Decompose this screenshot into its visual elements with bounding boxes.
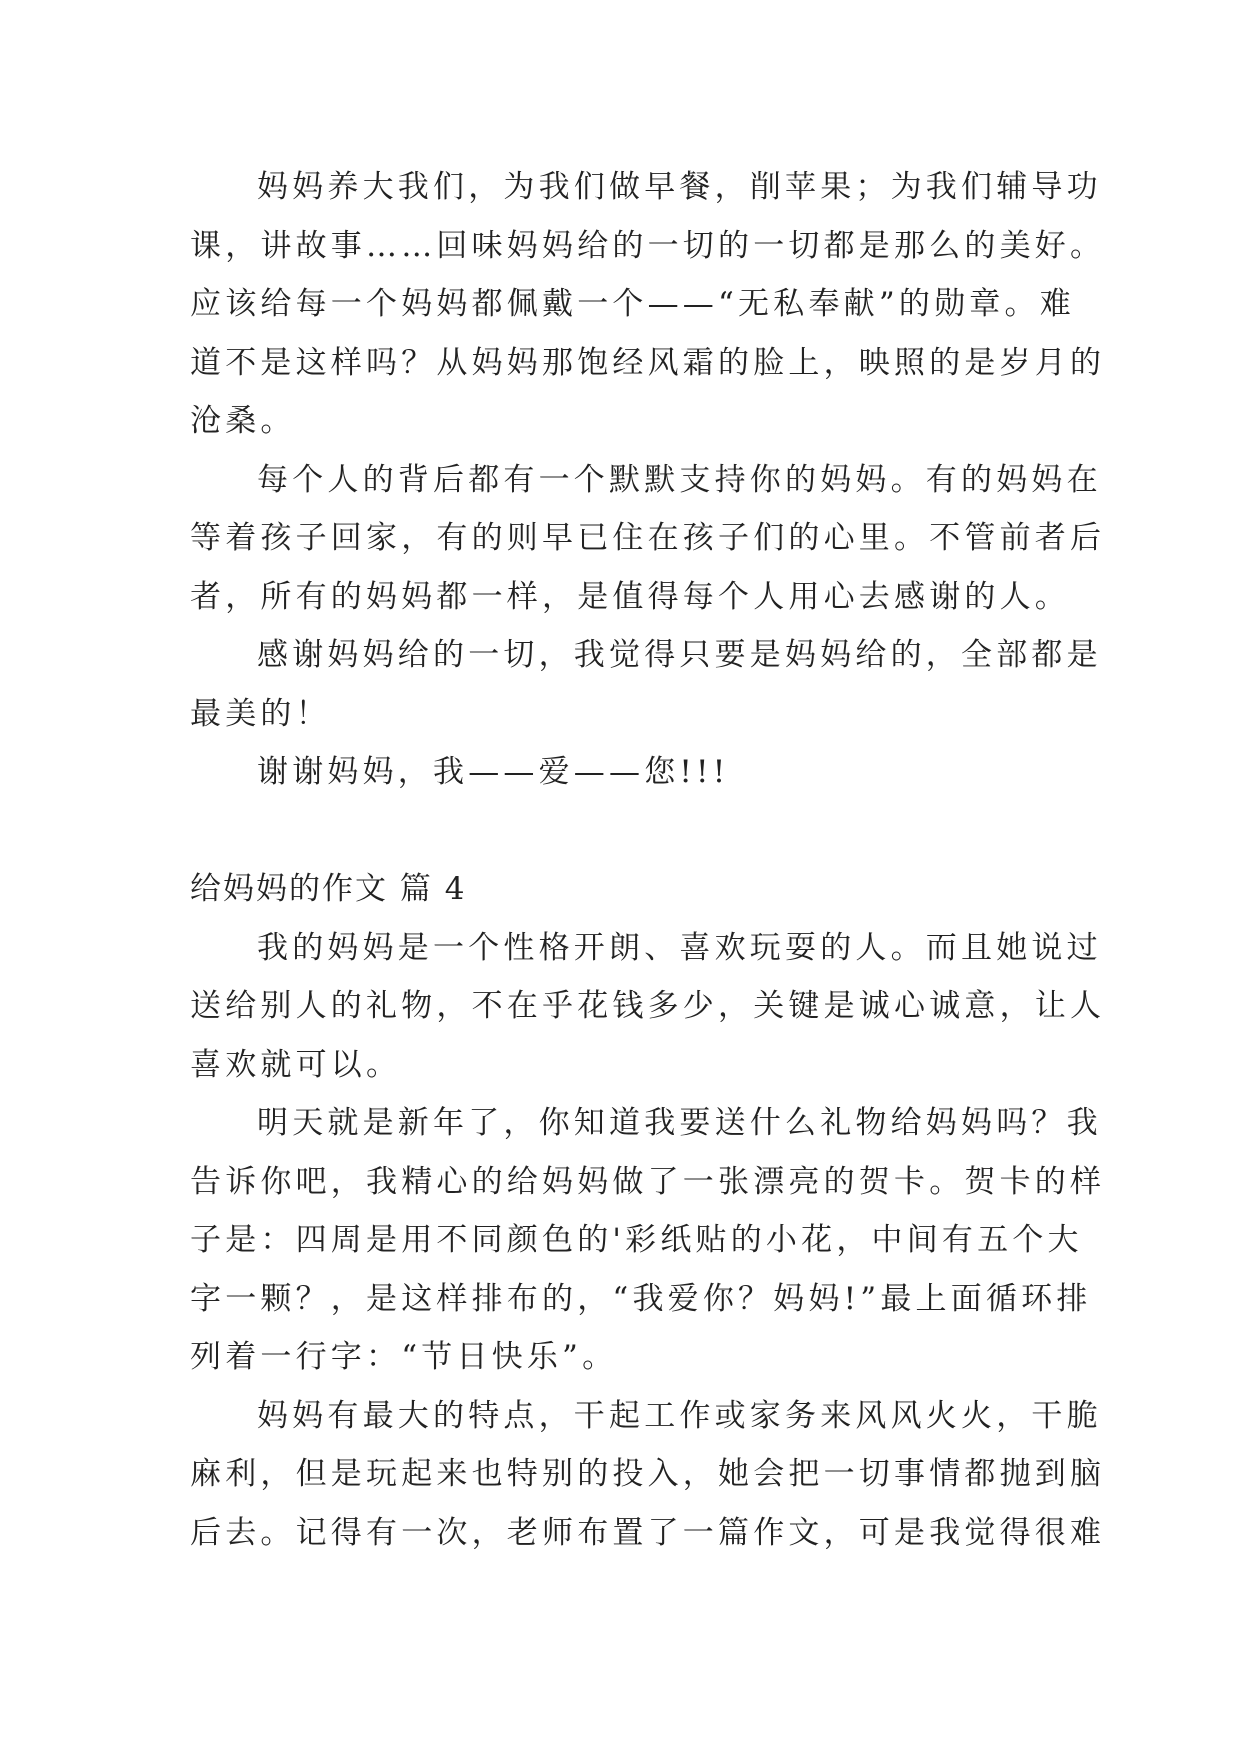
paragraph	[190, 451, 1106, 627]
text-line: 妈妈有最大的特点，干起工作或家务来风风火火，干脆	[257, 1397, 1102, 1434]
document-body	[190, 158, 1106, 1562]
paragraph	[190, 1094, 1106, 1387]
paragraph	[190, 1387, 1106, 1563]
text-line: 等着孩子回家，有的则早已住在孩子们的心里。不管前者后	[190, 520, 1106, 556]
text-line: 字一颗？，是这样排布的，“我爱你？妈妈!”最上面循环排	[190, 1280, 1092, 1317]
text-line: 者，所有的妈妈都一样，是值得每个人用心去感谢的人。	[190, 578, 1070, 615]
text-line: 送给别人的礼物，不在乎花钱多少，关键是诚心诚意，让人	[190, 988, 1106, 1024]
text-line: 妈妈养大我们，为我们做早餐，削苹果；为我们辅导功	[257, 169, 1102, 205]
paragraph	[190, 919, 1106, 1095]
text-line: 谢谢妈妈，我——爱——您!!!	[257, 754, 730, 790]
paragraph	[190, 743, 1065, 802]
text-line: 应该给每一个妈妈都佩戴一个——“无私奉献”的勋章。难	[190, 286, 1075, 322]
section-heading: 给妈妈的作文 篇 4	[190, 871, 467, 907]
text-line: 沧桑。	[190, 403, 296, 439]
text-line: 列着一行字：“节日快乐”。	[190, 1339, 618, 1375]
text-line: 道不是这样吗？从妈妈那饱经风霜的脸上，映照的是岁月的	[190, 344, 1106, 381]
text-line: 每个人的背后都有一个默默支持你的妈妈。有的妈妈在	[257, 461, 1102, 498]
text-line: 课，讲故事……回味妈妈给的一切的一切都是那么的美好。	[190, 227, 1106, 264]
text-line: 后去。记得有一次，老师布置了一篇作文，可是我觉得很难	[190, 1514, 1106, 1551]
text-line: 我的妈妈是一个性格开朗、喜欢玩耍的人。而且她说过	[257, 929, 1102, 966]
text-line: 明天就是新年了，你知道我要送什么礼物给妈妈吗？我	[257, 1105, 1102, 1141]
text-line: 麻利，但是玩起来也特别的投入，她会把一切事情都抛到脑	[190, 1456, 1106, 1492]
section-spacer	[190, 802, 1065, 861]
text-line: 子是：四周是用不同颜色的'彩纸贴的小花，中间有五个大	[190, 1222, 1083, 1258]
paragraph	[190, 626, 1102, 743]
text-line: 感谢妈妈给的一切，我觉得只要是妈妈给的，全部都是	[257, 637, 1102, 673]
text-line: 喜欢就可以。	[190, 1046, 402, 1083]
text-line: 告诉你吧，我精心的给妈妈做了一张漂亮的贺卡。贺卡的样	[190, 1163, 1106, 1200]
paragraph	[190, 158, 1106, 451]
text-line: 最美的！	[190, 695, 331, 732]
